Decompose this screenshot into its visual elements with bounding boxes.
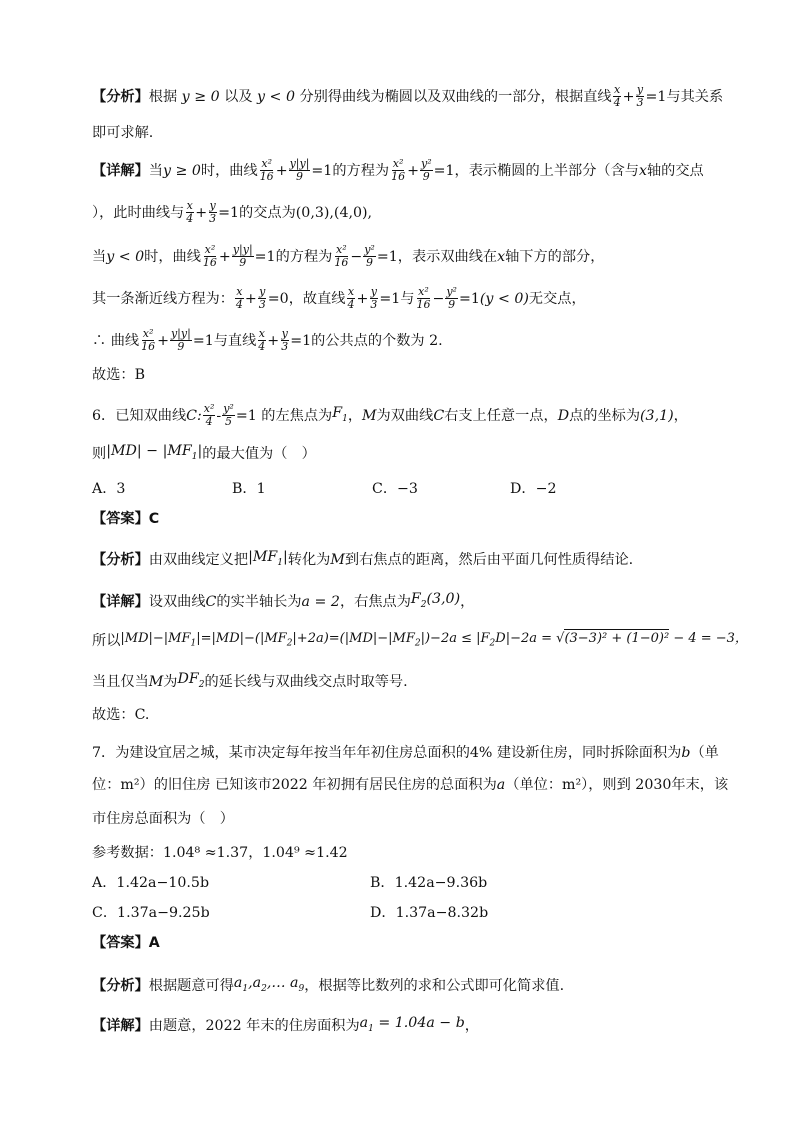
option-c: C．−3	[372, 481, 418, 497]
text: 由双曲线定义把	[148, 551, 249, 568]
math: y < 0	[106, 248, 145, 265]
math: $DF_2$	[177, 671, 205, 690]
detail-line-5: ∴ 曲线 $\frac{\text{x²}}{16}$ + $\frac{y|y|}{9}$ =1与直线 $\frac{x}{4}$ + $\frac{y}{3}$ =1的公共点的个数为 2.	[92, 327, 443, 353]
text: 根据	[148, 88, 178, 105]
analysis-line-1: 【分析】 根据 y ≥ 0 以及 y < 0 分别得曲线为椭圆以及双曲线的一部分，根据直线 $\frac{x}{4}$ + $\frac{y}{3}$ =1与其关系	[92, 83, 724, 109]
detail-tag: 【详解】	[92, 593, 149, 610]
text: =0，故直线	[267, 290, 346, 307]
text: =1的方程为	[311, 162, 390, 179]
math: $a_1 = 1.04a - b$	[359, 1015, 465, 1034]
text: 转化为	[287, 551, 331, 568]
detail-line-2: ），此时曲线与 $\frac{x}{4}$ + $\frac{y}{3}$ =1的交点为(0,3),(4,0),	[92, 199, 373, 225]
text: 即可求解.	[92, 125, 154, 141]
text: 轴下方的部分，	[505, 248, 605, 265]
text: 点的坐标为	[569, 407, 641, 424]
question-7-line-2	[92, 774, 734, 796]
analysis-tag: 【分析】	[92, 977, 149, 994]
question-6-answer	[92, 508, 734, 530]
question-7-detail-1	[92, 1012, 734, 1040]
text: 的最大值为（ ）	[202, 445, 316, 462]
text: 当且仅当	[92, 673, 149, 690]
text: 7．为建设宜居之城，某市决定每年按当年年初住房总面积的4% 建设新住房，同时拆除面积为	[92, 745, 682, 761]
text: =1的公共点的个数为 2.	[290, 332, 443, 349]
question-6-options	[92, 478, 734, 500]
fraction: $\frac{y}{3}$	[636, 83, 644, 109]
fraction: $\frac{\text{y²}}{9}$	[364, 243, 375, 269]
answer-tag: 【答案】A	[92, 935, 160, 951]
text: =1，表示椭圆的上半部分（含与	[433, 162, 639, 179]
text: =1	[458, 290, 480, 307]
text: ，根据等比数列的求和公式即可化简求值.	[304, 977, 565, 994]
text: =1的方程为	[254, 248, 333, 265]
question-7-analysis	[92, 972, 734, 1000]
text: =1与直线	[192, 332, 257, 349]
text: 为	[163, 673, 178, 690]
math: $|MF_1|$	[248, 549, 288, 568]
analysis-tag: 【分析】	[92, 88, 149, 105]
math: $|MD|-|MF_1|=|MD|-(|MF_2|+2a)=(|MD|-|MF_2|)-2a \le |F_2D|-2a = √(3-3)^2 + (1-0)^2 - 4 = -3$，	[120, 631, 748, 649]
option-a: A．3	[92, 481, 126, 497]
detail-tag: 【详解】	[92, 1017, 149, 1034]
math: a = 2	[301, 593, 340, 610]
fraction: $\frac{y}{3}$	[370, 285, 378, 311]
text: 时，曲线	[200, 162, 258, 179]
math: (y < 0)	[479, 290, 529, 307]
fraction: $\frac{\text{x²}}{16}$	[391, 157, 406, 183]
math: $a_1,a_2,\dots$ $a_9$	[233, 975, 305, 994]
text: 所以	[92, 633, 121, 650]
fraction: $\frac{x}{4}$	[613, 83, 621, 109]
fraction: $\frac{\text{x²}}{16}$	[141, 327, 156, 353]
text: 位：m²）的旧住房 已知该市2022 年初拥有居民住房的总面积为	[92, 777, 497, 793]
math: M	[148, 673, 164, 690]
text: 参考数据：1.04⁸ ≈1.37，1.04⁹ ≈1.42	[92, 845, 348, 861]
text: 无交点，	[528, 290, 586, 307]
text: 到右焦点的距离，然后由平面几何性质得结论.	[344, 551, 634, 568]
text: （单	[690, 745, 719, 761]
option-d: D．1.37a−8.32b	[370, 905, 489, 921]
question-6-line-1: 6．已知双曲线 C: $\frac{\text{x²}}{4}$ - $\frac{\text{y²}}{5}$ =1 的左焦点为 $F_1$ ， M 为双曲线 C 右支上任意一点， D 点的坐标为 (3,1) ，	[92, 402, 688, 429]
answer-tag: 【答案】C	[92, 511, 160, 527]
math: (3,1)	[640, 407, 674, 424]
fraction: $\frac{\text{y²}}{9}$	[420, 157, 432, 183]
math: a	[496, 777, 506, 793]
fraction: $\frac{\text{x²}}{4}$	[203, 402, 215, 429]
question-6-detail-3	[92, 668, 734, 696]
text: 其一条渐近线方程为：	[92, 290, 234, 307]
text: 设双曲线	[148, 593, 206, 610]
math: C	[433, 407, 445, 424]
question-7-answer	[92, 932, 734, 954]
math: x	[497, 248, 506, 265]
math: y < 0	[252, 88, 300, 105]
detail-line-3: 当 y < 0 时，曲线 $\frac{\text{x²}}{16}$ + $\frac{y|y|}{9}$ =1的方程为 $\frac{\text{x²}}{16}$ − $\frac{\text{y²}}{9}$ =1，表示双曲线在 x 轴下方的部分，	[92, 243, 605, 269]
detail-line-4: 其一条渐近线方程为： $\frac{x}{4}$ + $\frac{y}{3}$ =0，故直线 $\frac{x}{4}$ + $\frac{y}{3}$ =1与 $\frac{\text{x²}}{16}$ − $\frac{\text{y²}}{9}$ =1 (y < 0) 无交点，	[92, 285, 586, 311]
fraction: $\frac{y|y|}{9}$	[289, 157, 310, 183]
text: ，	[673, 407, 688, 424]
fraction: $\frac{x}{4}$	[347, 285, 355, 311]
text: 由题意，2022 年末的住房面积为	[148, 1017, 360, 1034]
question-7-line-3	[92, 808, 734, 830]
text: 当	[148, 162, 163, 179]
question-7-reference	[92, 842, 734, 864]
fraction: $\frac{y|y|}{9}$	[232, 243, 253, 269]
text: =1，表示双曲线在	[376, 248, 498, 265]
question-6-line-2	[92, 440, 734, 468]
text: 时，曲线	[144, 248, 201, 265]
fraction: $\frac{y}{3}$	[209, 199, 217, 225]
text: 轴的交点	[646, 162, 704, 179]
text: 右支上任意一点，	[444, 407, 558, 424]
question-6-detail-1	[92, 588, 734, 616]
text: ，	[460, 593, 475, 610]
option-b: B．1.42a−9.36b	[370, 875, 488, 891]
math: y ≥ 0	[162, 162, 201, 179]
fraction: $\frac{x}{4}$	[186, 199, 194, 225]
question-6-end	[92, 704, 734, 726]
text: 以及	[224, 88, 253, 105]
text: 则	[92, 445, 107, 462]
math: $F_2(3,0)$	[410, 591, 461, 610]
detail-line-1: 【详解】 当 y ≥ 0 时，曲线 $\frac{\text{x²}}{16}$ + $\frac{y|y|}{9}$ =1的方程为 $\frac{\text{x²}}{16}$ + $\frac{\text{y²}}{9}$ =1，表示椭圆的上半部分（含与 x 轴的交点	[92, 157, 704, 183]
math: x	[638, 162, 647, 179]
text: =1 的左焦点为	[235, 407, 333, 424]
text: （单位：m²），则到 2030年末，该	[505, 777, 729, 793]
text: =1与	[379, 290, 415, 307]
fraction: $\frac{x}{4}$	[258, 327, 266, 353]
text: ，	[464, 1017, 479, 1034]
fraction: $\frac{\text{y²}}{9}$	[446, 285, 457, 311]
detail-tag: 【详解】	[92, 162, 149, 179]
fraction: $\frac{\text{x²}}{16}$	[202, 243, 217, 269]
fraction: $\frac{\text{x²}}{16}$	[334, 243, 349, 269]
math: C	[205, 593, 217, 610]
fraction: $\frac{y}{3}$	[281, 327, 289, 353]
text: 当	[92, 248, 107, 265]
math: C:	[186, 407, 202, 424]
question-7-line-1	[92, 742, 734, 764]
text: 为双曲线	[376, 407, 434, 424]
math: b	[681, 745, 691, 761]
text: 故选：B	[92, 367, 145, 383]
analysis-line-2	[92, 122, 734, 144]
question-7-options-1	[92, 872, 734, 894]
math: D	[557, 407, 570, 424]
text: 故选：C.	[92, 707, 150, 723]
text: 根据题意可得	[148, 977, 234, 994]
question-6-detail-2	[92, 628, 748, 655]
option-c: C．1.37a−9.25b	[92, 905, 210, 921]
text: 的延长线与双曲线交点时取等号.	[204, 673, 408, 690]
fraction: $\frac{x}{4}$	[235, 285, 243, 311]
answer-line	[92, 364, 734, 386]
option-d: D．−2	[510, 481, 557, 497]
fraction: $\frac{\text{x²}}{16}$	[416, 285, 431, 311]
text: ∴ 曲线	[92, 332, 140, 349]
text: 的实半轴长为	[216, 593, 302, 610]
question-6-analysis	[92, 546, 734, 574]
math: $F_1$	[332, 405, 348, 424]
fraction: $\frac{y|y|}{9}$	[170, 327, 191, 353]
math: $|MD| - |MF_1|$	[106, 443, 203, 462]
math: M	[330, 551, 345, 568]
analysis-tag: 【分析】	[92, 551, 149, 568]
math: M	[362, 407, 377, 424]
text: ，右焦点为	[339, 593, 411, 610]
text: =1与其关系	[645, 88, 724, 105]
math: y ≥ 0	[177, 88, 225, 105]
option-b: B．1	[232, 481, 266, 497]
fraction: $\frac{\text{x²}}{16}$	[259, 157, 274, 183]
text: 分别得曲线为椭圆以及双曲线的一部分，根据直线	[299, 88, 612, 105]
question-7-options-2	[92, 902, 734, 924]
fraction: $\frac{\text{y²}}{5}$	[223, 402, 234, 429]
text: 6．已知双曲线	[92, 407, 187, 424]
fraction: $\frac{y}{3}$	[258, 285, 266, 311]
text: =1的交点为(0,3),(4,0),	[218, 204, 373, 221]
option-a: A．1.42a−10.5b	[92, 875, 210, 891]
text: 市住房总面积为（ ）	[92, 811, 234, 827]
text: ），此时曲线与	[92, 204, 185, 221]
